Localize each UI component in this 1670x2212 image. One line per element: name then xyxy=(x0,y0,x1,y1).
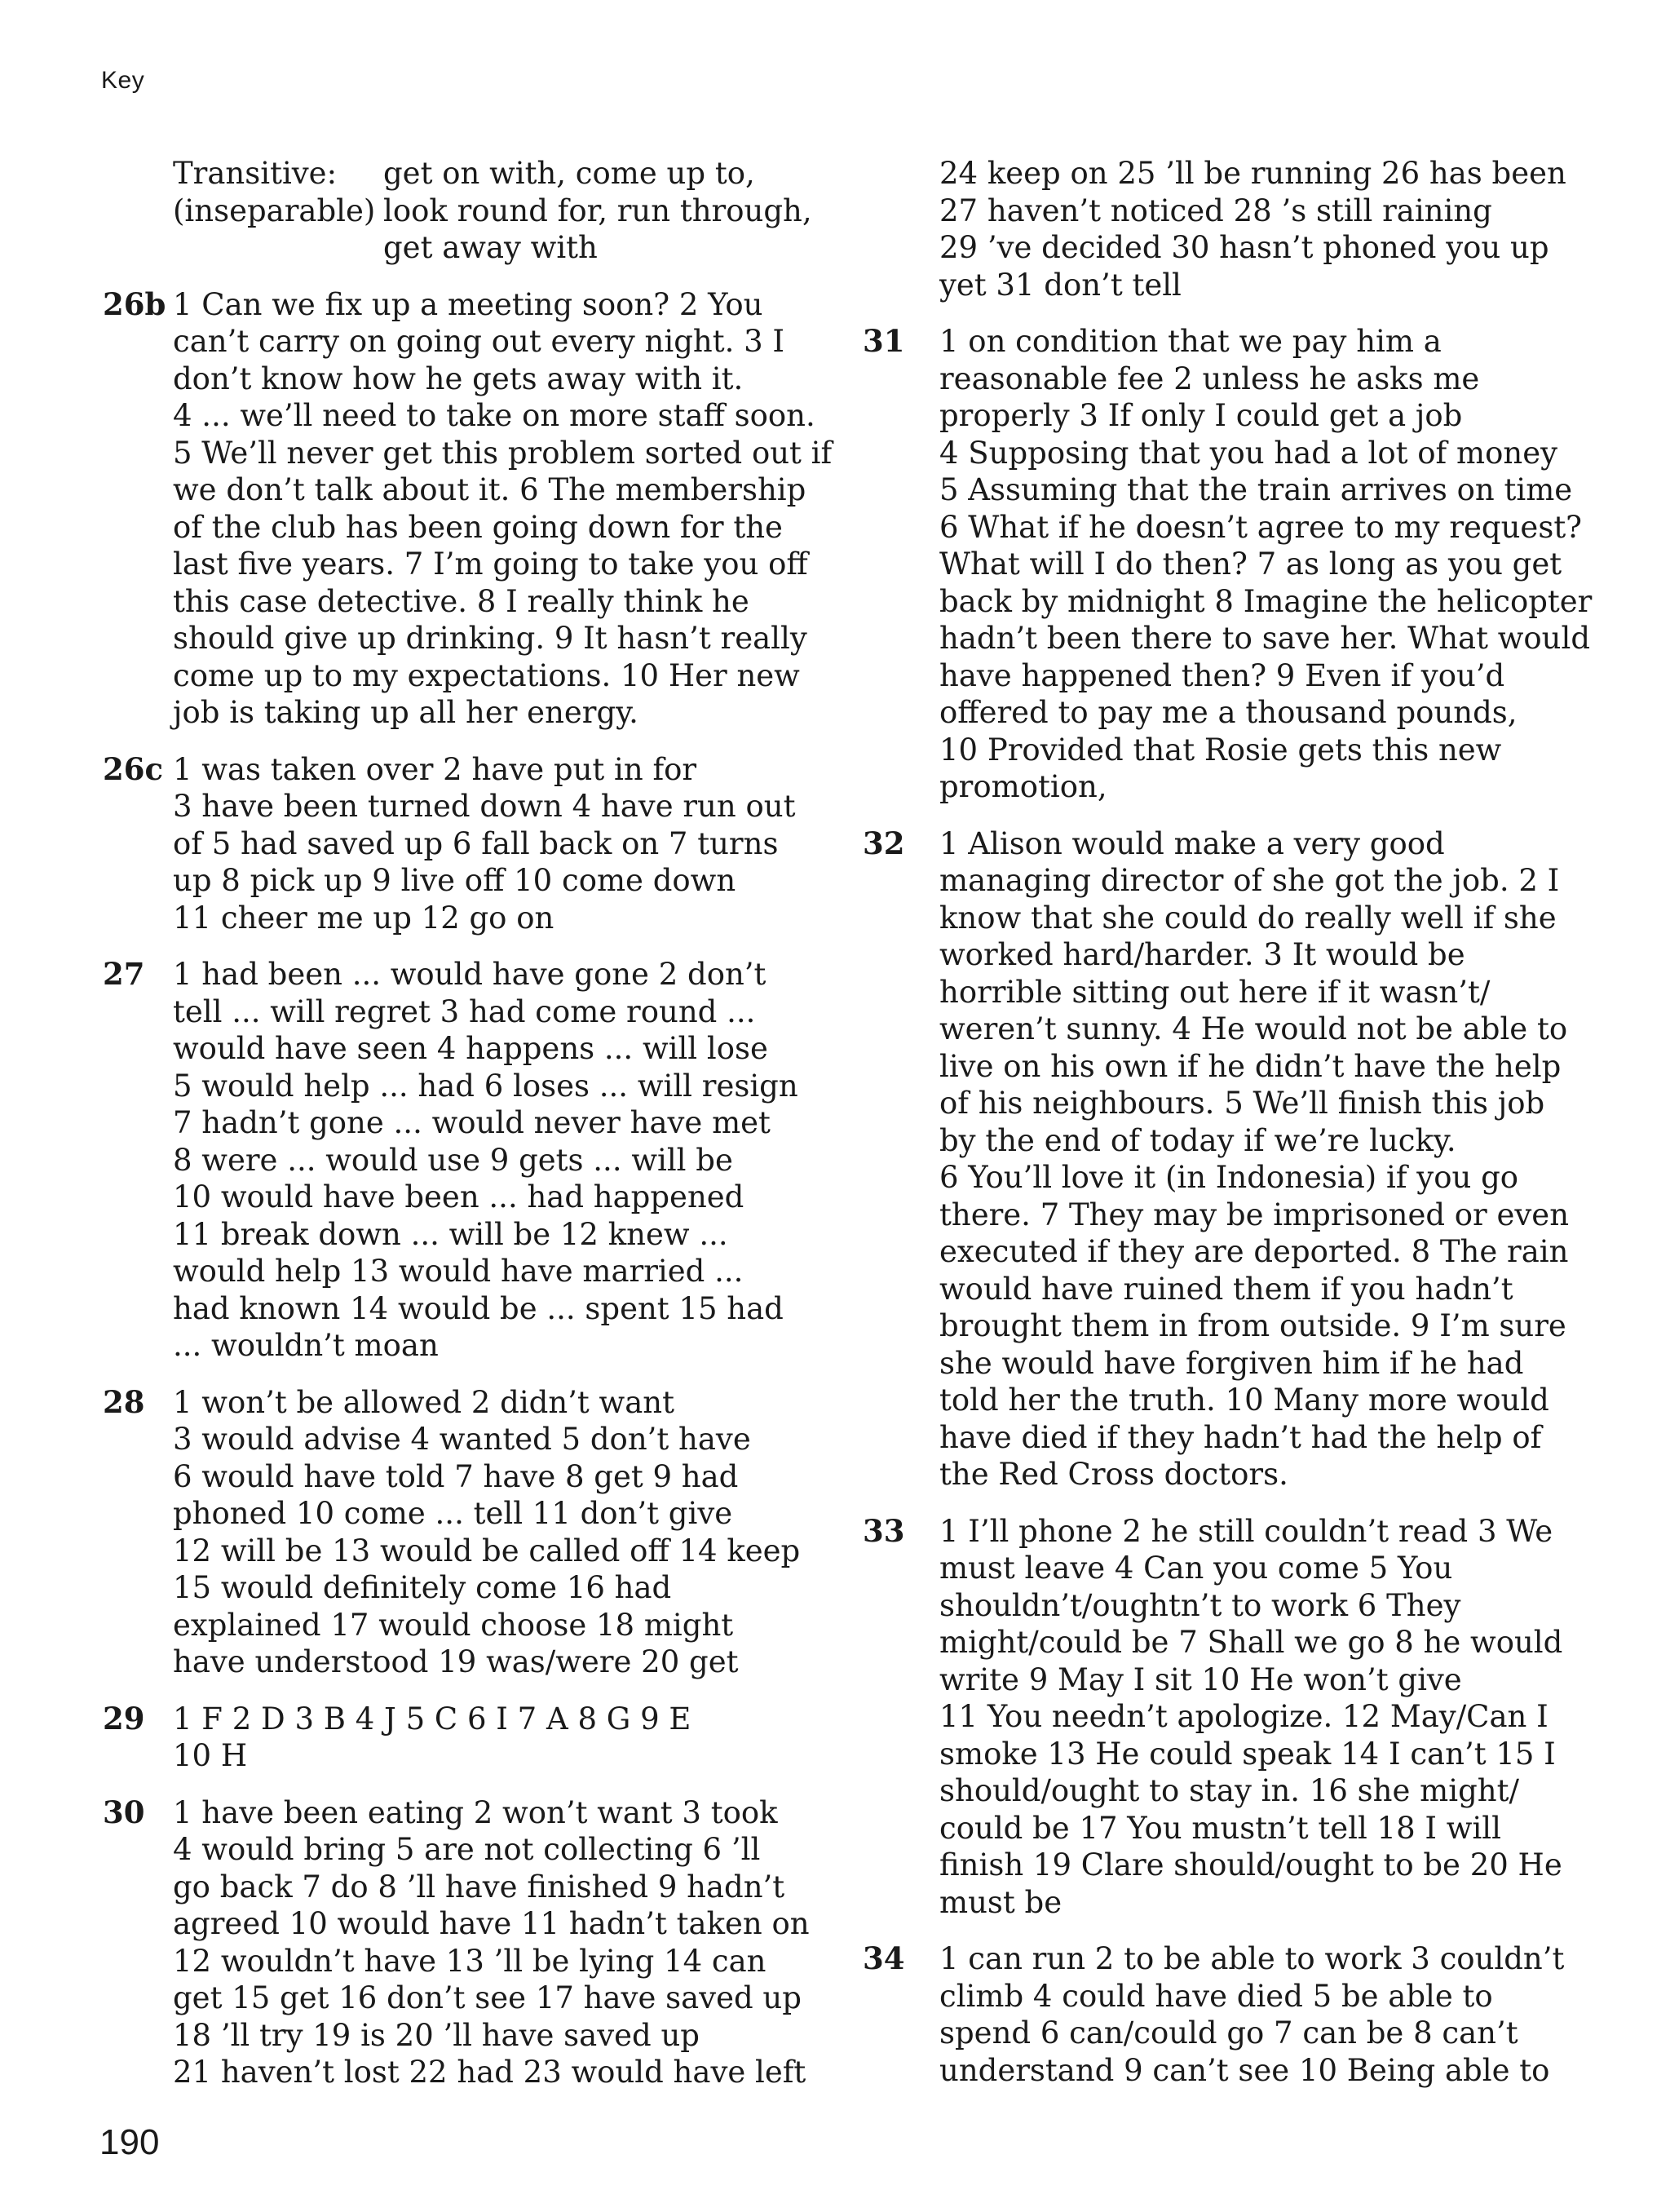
text-line: offered to pay me a thousand pounds, xyxy=(939,695,1518,730)
text-line: don’t know how he gets away with it. xyxy=(173,361,744,396)
text-line: might/could be 7 Shall we go 8 he would xyxy=(939,1625,1563,1660)
exercise-number: 30 xyxy=(103,1794,145,1830)
text-line: 1 had been ... would have gone 2 don’t xyxy=(173,957,767,992)
text-line: have understood 19 was/were 20 get xyxy=(173,1644,739,1679)
text-line: look round for, run through, xyxy=(383,192,812,228)
text-line: 21 haven’t lost 22 had 23 would have left xyxy=(173,2055,806,2090)
answer-text xyxy=(173,286,832,732)
text-line: 1 have been eating 2 won’t want 3 took xyxy=(173,1794,778,1830)
text-line: 4 ... we’ll need to take on more staff soon. xyxy=(173,398,815,433)
text-line: 6 What if he doesn’t agree to my request? xyxy=(939,509,1583,545)
text-line: shouldn’t/oughtn’t to work 6 They xyxy=(939,1587,1461,1623)
text-line: write 9 May I sit 10 He won’t give xyxy=(939,1661,1462,1697)
text-line: 4 would bring 5 are not collecting 6 ’ll xyxy=(173,1832,761,1867)
answer-section xyxy=(103,1794,810,2091)
answer-section xyxy=(103,285,833,732)
exercise-number: 26c xyxy=(103,750,164,787)
answer-text xyxy=(939,825,1580,1493)
text-line: 11 break down ... will be 12 knew ... xyxy=(173,1216,728,1252)
text-line: phoned 10 come ... tell 11 don’t give xyxy=(173,1496,733,1531)
text-line: What will I do then? 7 as long as you get xyxy=(939,546,1562,582)
text-line: had known 14 would be ... spent 15 had xyxy=(173,1290,784,1326)
text-line: managing director of she got the job. 2 I xyxy=(939,863,1560,898)
right-column xyxy=(863,155,1593,2108)
text-line: there. 7 They may be imprisoned or even xyxy=(939,1197,1570,1232)
intro-body xyxy=(383,155,812,267)
text-line: should give up drinking. 9 It hasn’t really xyxy=(173,621,807,656)
text-line: 24 keep on 25 ’ll be running 26 has been xyxy=(939,156,1566,191)
text-line: horrible sitting out here if it wasn’t/ xyxy=(939,974,1491,1010)
answer-text xyxy=(173,1794,810,2091)
text-line: finish 19 Clare should/ought to be 20 He xyxy=(939,1847,1562,1882)
exercise-number: 31 xyxy=(863,323,905,359)
text-line: last five years. 7 I’m going to take you off xyxy=(173,546,808,582)
intro-label-line: Transitive: xyxy=(173,156,338,191)
text-line: must be xyxy=(939,1884,1063,1920)
text-line: would have seen 4 happens ... will lose xyxy=(173,1031,768,1066)
answer-section xyxy=(103,956,804,1365)
intro-label-line: (inseparable) xyxy=(173,192,376,228)
text-line: should/ought to stay in. 16 she might/ xyxy=(939,1773,1519,1808)
text-line: know that she could do really well if she xyxy=(939,900,1557,936)
text-line: get 15 get 16 don’t see 17 have saved up xyxy=(173,1980,802,2015)
text-line: understand 9 can’t see 10 Being able to xyxy=(939,2052,1550,2088)
text-line: reasonable fee 2 unless he asks me xyxy=(939,361,1480,396)
text-line: smoke 13 He could speak 14 I can’t 15 I xyxy=(939,1736,1556,1772)
text-line: brought them in from outside. 9 I’m sure xyxy=(939,1308,1566,1343)
answer-text xyxy=(939,323,1592,806)
text-line: hadn’t been there to save her. What would xyxy=(939,621,1591,656)
transitive-intro xyxy=(173,155,812,267)
text-line: 7 hadn’t gone ... would never have met xyxy=(173,1105,771,1140)
text-line: of the club has been going down for the xyxy=(173,509,783,545)
text-line: tell ... will regret 3 had come round ... xyxy=(173,993,756,1029)
text-line: 29 ’ve decided 30 hasn’t phoned you up xyxy=(939,230,1549,265)
text-line: 5 Assuming that the train arrives on time xyxy=(939,472,1573,507)
text-line: 4 Supposing that you had a lot of money xyxy=(939,435,1557,471)
text-line: 1 Alison would make a very good xyxy=(939,825,1445,861)
text-line: 5 would help ... had 6 loses ... will resign xyxy=(173,1068,798,1104)
text-line: 10 H xyxy=(173,1738,248,1773)
text-line: 8 were ... would use 9 gets ... will be xyxy=(173,1142,733,1178)
text-line: agreed 10 would have 11 hadn’t taken on xyxy=(173,1906,810,1941)
page-header: Key xyxy=(101,67,145,94)
text-line: have happened then? 9 Even if you’d xyxy=(939,657,1505,693)
answer-text xyxy=(173,1701,804,1775)
intro-label xyxy=(173,155,383,267)
answer-section xyxy=(103,1384,804,1681)
text-line: get on with, come up to, xyxy=(383,156,755,191)
answer-section xyxy=(863,825,1580,1493)
page-number: 190 xyxy=(99,2122,160,2162)
text-line: 11 cheer me up 12 go on xyxy=(173,900,554,936)
answer-text xyxy=(173,956,804,1365)
text-line: 1 I’ll phone 2 he still couldn’t read 3 We xyxy=(939,1513,1553,1549)
text-line: must leave 4 Can you come 5 You xyxy=(939,1551,1453,1586)
text-line: 1 won’t be allowed 2 didn’t want xyxy=(173,1384,674,1420)
answer-section xyxy=(103,751,804,937)
text-line: get away with xyxy=(383,230,598,265)
text-line: live on his own if he didn’t have the help xyxy=(939,1048,1562,1084)
text-line: 10 Provided that Rosie gets this new xyxy=(939,732,1502,768)
text-line: 15 would definitely come 16 had xyxy=(173,1570,672,1605)
text-line: 5 We’ll never get this problem sorted out if xyxy=(173,435,833,471)
text-line: 11 You needn’t apologize. 12 May/Can I xyxy=(939,1699,1549,1734)
text-line: come up to my expectations. 10 Her new xyxy=(173,657,800,693)
answer-section xyxy=(863,323,1593,806)
text-line: explained 17 would choose 18 might xyxy=(173,1607,734,1643)
text-line: the Red Cross doctors. xyxy=(939,1457,1288,1492)
left-column xyxy=(103,155,833,2111)
exercise-number: 34 xyxy=(863,1940,905,1976)
exercise-number: 28 xyxy=(103,1383,145,1420)
answer-section xyxy=(863,1940,1580,2089)
text-line: 3 would advise 4 wanted 5 don’t have xyxy=(173,1422,751,1457)
text-line: executed if they are deported. 8 The rain xyxy=(939,1234,1569,1269)
text-line: 12 wouldn’t have 13 ’ll be lying 14 can xyxy=(173,1943,767,1979)
text-line: 1 can run 2 to be able to work 3 couldn’t xyxy=(939,1941,1565,1976)
text-line: 18 ’ll try 19 is 20 ’ll have saved up xyxy=(173,2017,700,2053)
text-line: have died if they hadn’t had the help of xyxy=(939,1419,1542,1455)
text-line: 12 will be 13 would be called off 14 keep xyxy=(173,1533,801,1568)
right-sections xyxy=(863,323,1593,2089)
answer-text xyxy=(173,1384,804,1681)
text-line: would have ruined them if you hadn’t xyxy=(939,1271,1513,1307)
text-line: 6 would have told 7 have 8 get 9 had xyxy=(173,1458,739,1494)
text-line: of 5 had saved up 6 fall back on 7 turns xyxy=(173,825,779,861)
answer-section xyxy=(103,1701,804,1775)
section-30-continuation xyxy=(939,155,1580,303)
text-line: 1 on condition that we pay him a xyxy=(939,324,1442,359)
text-line: yet 31 don’t tell xyxy=(939,267,1182,303)
text-line: she would have forgiven him if he had xyxy=(939,1345,1524,1381)
left-sections xyxy=(103,285,833,2091)
text-line: told her the truth. 10 Many more would xyxy=(939,1382,1549,1418)
text-line: of his neighbours. 5 We’ll finish this job xyxy=(939,1086,1545,1121)
text-line: we don’t talk about it. 6 The membership xyxy=(173,472,806,507)
text-line: 6 You’ll love it (in Indonesia) if you go xyxy=(939,1160,1519,1195)
text-line: this case detective. 8 I really think he xyxy=(173,583,749,619)
text-line: 1 Can we fix up a meeting soon? 2 You xyxy=(173,286,763,322)
text-line: job is taking up all her energy. xyxy=(173,695,638,730)
text-line: 10 would have been ... had happened xyxy=(173,1179,744,1214)
text-line: 27 haven’t noticed 28 ’s still raining xyxy=(939,192,1492,228)
text-line: would help 13 would have married ... xyxy=(173,1254,744,1289)
text-line: properly 3 If only I could get a job xyxy=(939,398,1463,433)
text-line: by the end of today if we’re lucky. xyxy=(939,1122,1456,1158)
text-line: 1 was taken over 2 have put in for xyxy=(173,751,697,787)
text-line: back by midnight 8 Imagine the helicopter xyxy=(939,583,1593,619)
answer-text xyxy=(939,1513,1580,1922)
text-line: spend 6 can/could go 7 can be 8 can’t xyxy=(939,2015,1518,2051)
text-line: go back 7 do 8 ’ll have finished 9 hadn’t xyxy=(173,1869,785,1905)
text-line: promotion, xyxy=(939,769,1107,804)
answer-text xyxy=(939,1940,1580,2089)
exercise-number: 26b xyxy=(103,285,166,322)
text-line: ... wouldn’t moan xyxy=(173,1328,439,1363)
answer-section xyxy=(863,1513,1580,1922)
exercise-number: 33 xyxy=(863,1512,905,1549)
text-line: worked hard/harder. 3 It would be xyxy=(939,937,1465,972)
exercise-number: 27 xyxy=(103,956,145,992)
exercise-number: 32 xyxy=(863,825,905,861)
text-line: climb 4 could have died 5 be able to xyxy=(939,1978,1493,2014)
text-line: 3 have been turned down 4 have run out xyxy=(173,789,796,824)
exercise-number: 29 xyxy=(103,1700,145,1736)
text-line: can’t carry on going out every night. 3 I xyxy=(173,324,785,359)
text-line: 1 F 2 D 3 B 4 J 5 C 6 I 7 A 8 G 9 E xyxy=(173,1701,691,1736)
answer-text xyxy=(173,751,804,937)
text-line: up 8 pick up 9 live off 10 come down xyxy=(173,863,736,898)
text-line: weren’t sunny. 4 He would not be able to xyxy=(939,1011,1568,1046)
text-line: could be 17 You mustn’t tell 18 I will xyxy=(939,1810,1501,1846)
